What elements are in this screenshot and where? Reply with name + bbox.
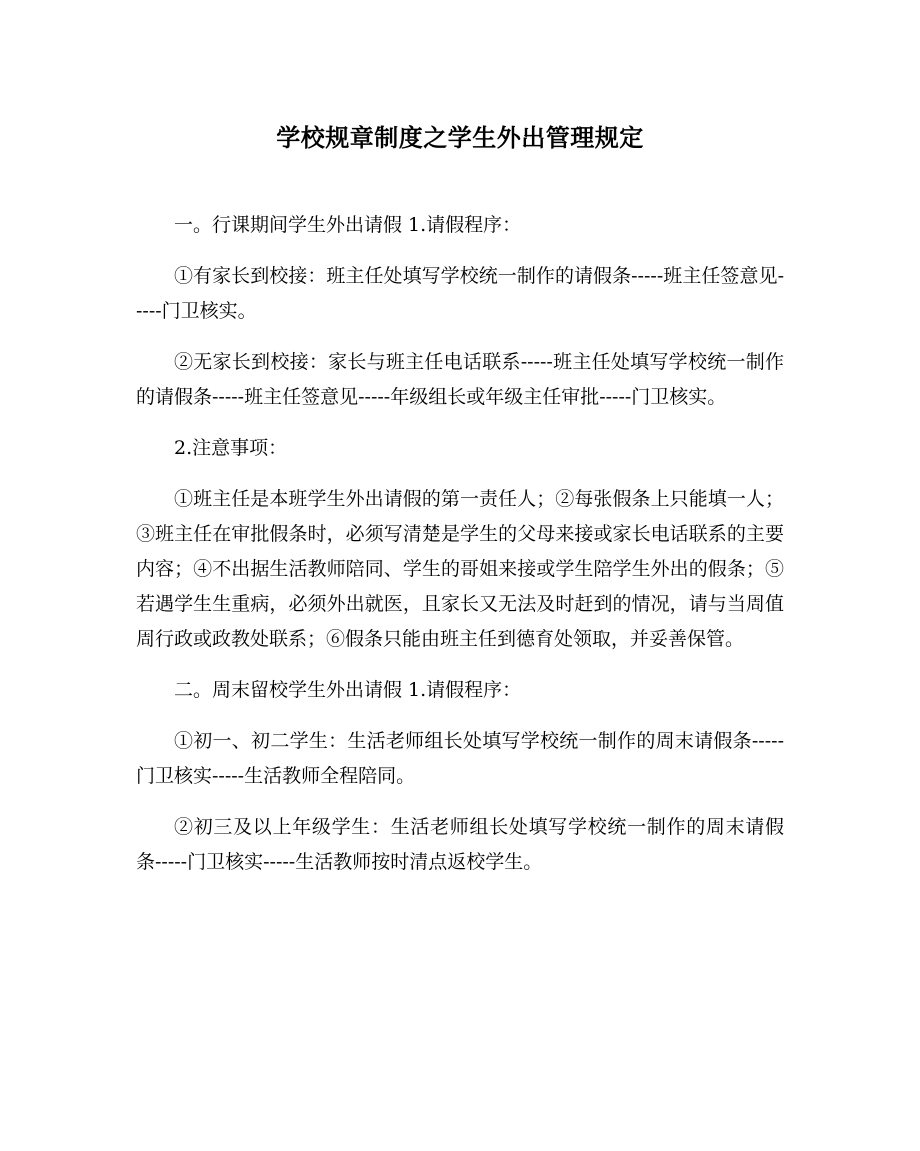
paragraph-no-parent-pickup: ②无家长到校接：家长与班主任电话联系-----班主任处填写学校统一制作的请假条-----班主任签意见-----年级组长或年级主任审批-----门卫核实。 xyxy=(136,351,784,408)
section-2-heading: 二。周末留校学生外出请假 1.请假程序： xyxy=(174,679,522,701)
section-1-heading: 一。行课期间学生外出请假 1.请假程序： xyxy=(174,214,522,236)
notes-heading: 2.注意事项： xyxy=(174,437,288,459)
paragraph-parent-pickup: ①有家长到校接：班主任处填写学校统一制作的请假条-----班主任签意见-----门卫核实。 xyxy=(136,265,784,322)
paragraph-grade-1-2: ①初一、初二学生：生活老师组长处填写学校统一制作的周末请假条-----门卫核实-----生活教师全程陪同。 xyxy=(136,730,784,787)
paragraph-grade-3-up: ②初三及以上年级学生：生活老师组长处填写学校统一制作的周末请假条-----门卫核实-----生活教师按时清点返校学生。 xyxy=(136,816,784,873)
document-title: 学校规章制度之学生外出管理规定 xyxy=(276,123,644,152)
paragraph-notes: ①班主任是本班学生外出请假的第一责任人；②每张假条上只能填一人；③班主任在审批假条时，必须写清楚是学生的父母来接或家长电话联系的主要内容；④不出据生活教师陪同、学生的哥姐来接或学生陪学生外出的假条；⑤若遇学生生重病，必须外出就医，且家长又无法及时赶到的情况，请与当周值周行政或政教处联系；⑥假条只能由班主任到德育处领取，并妥善保管。 xyxy=(136,488,784,650)
